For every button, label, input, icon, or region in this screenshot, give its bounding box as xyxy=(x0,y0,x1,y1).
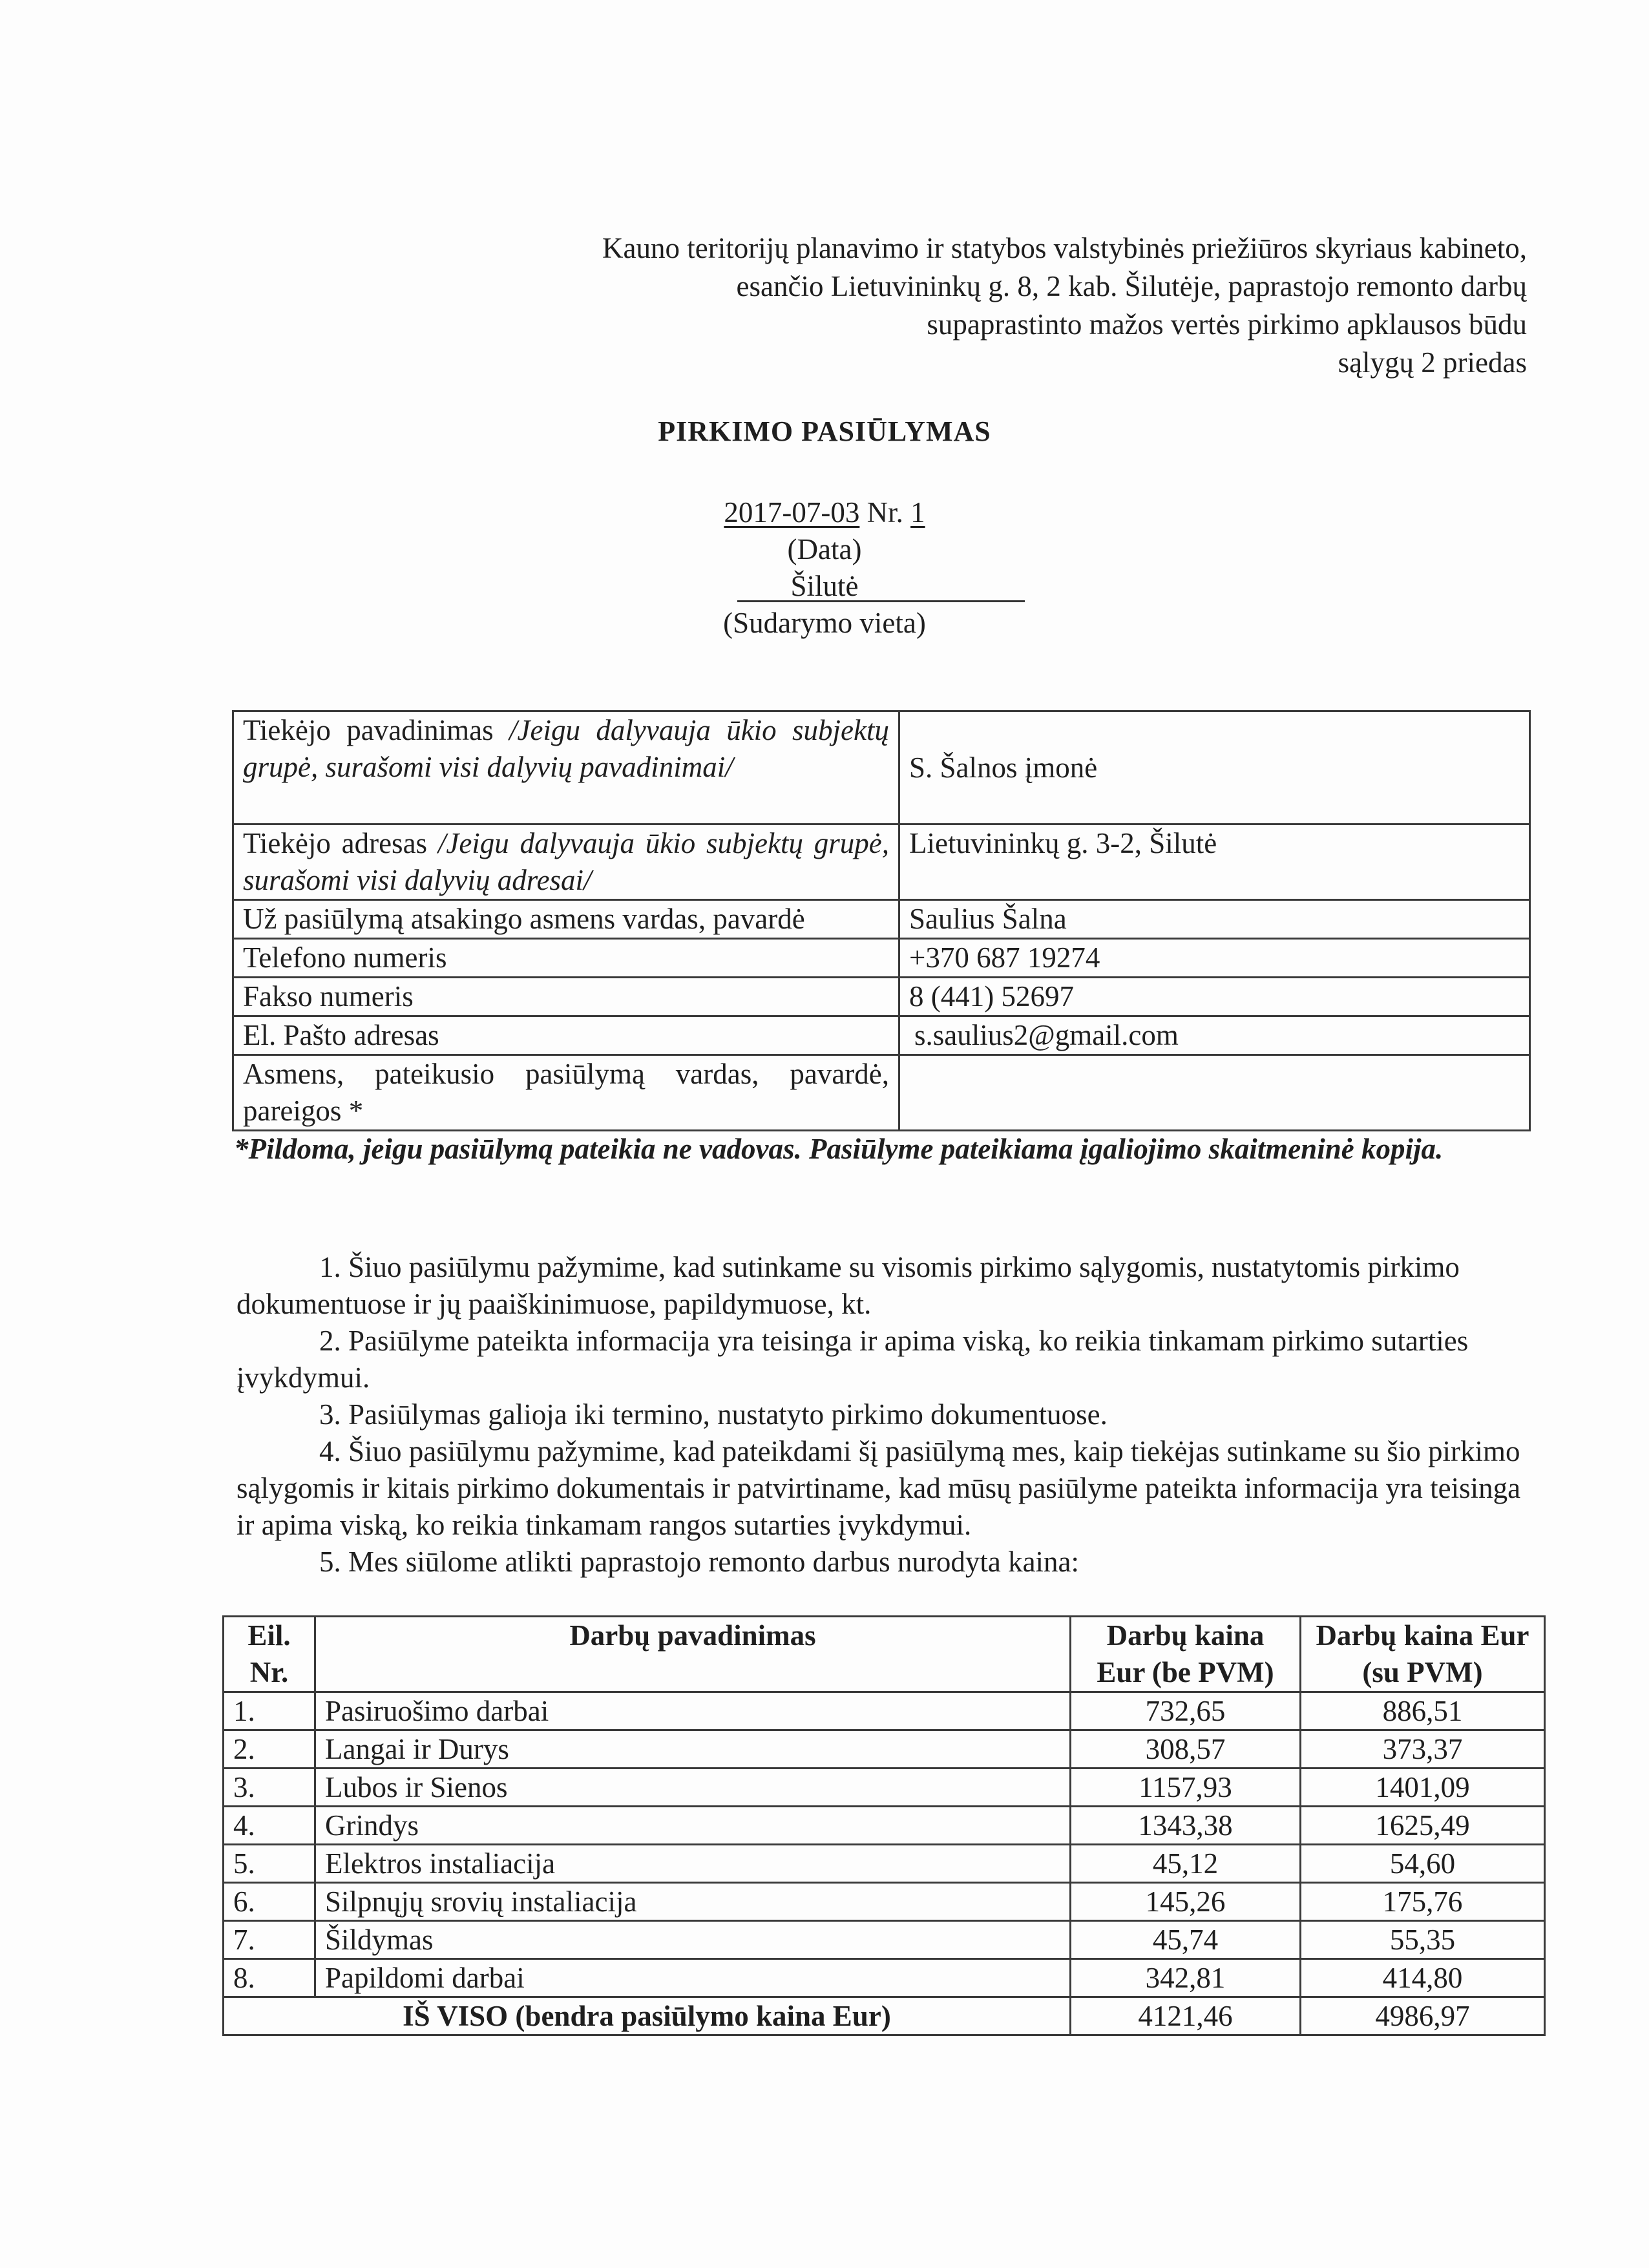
statement-2: 2. Pasiūlyme pateikta informacija yra teisinga ir apima viską, ko reikia tinkamam pirkimo sutarties įvykdymui. xyxy=(236,1325,1469,1394)
email-label: El. Pašto adresas xyxy=(233,1016,899,1055)
table-row xyxy=(224,1730,1545,1769)
row-price-inc-vat: 175,76 xyxy=(1301,1883,1545,1921)
row-nr: 1. xyxy=(224,1692,315,1730)
table-row xyxy=(224,1807,1545,1845)
table-row xyxy=(224,1959,1545,1997)
row-nr: 4. xyxy=(224,1807,315,1845)
row-nr: 3. xyxy=(224,1769,315,1807)
table-row xyxy=(233,824,1530,900)
row-name: Langai ir Durys xyxy=(315,1730,1071,1769)
row-name: Lubos ir Sienos xyxy=(315,1769,1071,1807)
row-price-inc-vat: 1625,49 xyxy=(1301,1807,1545,1845)
place-caption: (Sudarymo vieta) xyxy=(723,607,926,639)
row-price-inc-vat: 55,35 xyxy=(1301,1921,1545,1959)
table-row xyxy=(233,1016,1530,1055)
supplier-address-value: Lietuvininkų g. 3-2, Šilutė xyxy=(899,824,1530,900)
document-date: 2017-07-03 xyxy=(724,496,860,529)
statement-4: 4. Šiuo pasiūlymu pažymime, kad pateikdami šį pasiūlymą mes, kaip tiekėjas sutinkame su šio pirkimo sąlygomis ir kitais pirkimo dokumentais ir patvirtiname, kad mūsų pasiūlyme pateikta informacija yra teisinga ir apima viską, ko reikia tinkamam rangos sutarties įvykdymui. xyxy=(236,1435,1521,1541)
footnote: *Pildoma, jeigu pasiūlymą pateikia ne vadovas. Pasiūlyme pateikiama įgaliojimo skaitmeninė kopija. xyxy=(234,1133,1444,1165)
table-row xyxy=(224,1692,1545,1730)
document-number: 1 xyxy=(910,496,925,529)
col-header-name: Darbų pavadinimas xyxy=(315,1617,1071,1692)
row-name: Grindys xyxy=(315,1807,1071,1845)
table-row xyxy=(233,1055,1530,1131)
total-label: IŠ VISO (bendra pasiūlymo kaina Eur) xyxy=(224,1997,1071,2035)
document-title: PIRKIMO PASIŪLYMAS xyxy=(658,415,991,447)
number-label: Nr. xyxy=(867,496,903,529)
fax-label: Fakso numeris xyxy=(233,978,899,1016)
table-row xyxy=(224,1769,1545,1807)
header-line-3: supaprastinto mažos vertės pirkimo apklausos būdu xyxy=(927,308,1527,341)
row-price-ex-vat: 45,74 xyxy=(1071,1921,1301,1959)
row-price-inc-vat: 886,51 xyxy=(1301,1692,1545,1730)
table-row xyxy=(224,1845,1545,1883)
phone-value: +370 687 19274 xyxy=(899,939,1530,978)
row-name: Šildymas xyxy=(315,1921,1071,1959)
table-row xyxy=(233,978,1530,1016)
row-nr: 8. xyxy=(224,1959,315,1997)
statement-3: 3. Pasiūlymas galioja iki termino, nustatyto pirkimo dokumentuose. xyxy=(319,1398,1108,1431)
supplier-name-label: Tiekėjo pavadinimas /Jeigu dalyvauja ūkio subjektų grupė, surašomi visi dalyvių pavadinimai/ xyxy=(233,711,899,824)
supplier-name-value: S. Šalnos įmonė xyxy=(899,711,1530,824)
phone-label: Telefono numeris xyxy=(233,939,899,978)
col-header-price-ex-vat: Darbų kaina Eur (be PVM) xyxy=(1071,1617,1301,1692)
statement-1: 1. Šiuo pasiūlymu pažymime, kad sutinkame su visomis pirkimo sąlygomis, nustatytomis pirkimo dokumentuose ir jų paaiškinimuose, papildymuose, kt. xyxy=(236,1251,1460,1320)
row-price-inc-vat: 54,60 xyxy=(1301,1845,1545,1883)
responsible-person-label: Už pasiūlymą atsakingo asmens vardas, pavardė xyxy=(233,900,899,939)
header-line-4: sąlygų 2 priedas xyxy=(1338,346,1527,379)
date-number-line xyxy=(0,494,1649,531)
table-row xyxy=(224,1883,1545,1921)
header-line-2: esančio Lietuvininkų g. 8, 2 kab. Šilutėje, paprastojo remonto darbų xyxy=(736,270,1527,302)
row-price-ex-vat: 732,65 xyxy=(1071,1692,1301,1730)
table-header-row xyxy=(224,1617,1545,1692)
total-price-inc-vat: 4986,97 xyxy=(1301,1997,1545,2035)
submitter-value xyxy=(899,1055,1530,1131)
row-price-inc-vat: 1401,09 xyxy=(1301,1769,1545,1807)
table-row xyxy=(233,939,1530,978)
place-underline xyxy=(737,600,1025,602)
date-caption: (Data) xyxy=(787,533,862,565)
price-table xyxy=(222,1615,1546,2036)
row-name: Papildomi darbai xyxy=(315,1959,1071,1997)
row-price-ex-vat: 308,57 xyxy=(1071,1730,1301,1769)
row-name: Silpnųjų srovių instaliacija xyxy=(315,1883,1071,1921)
row-nr: 5. xyxy=(224,1845,315,1883)
supplier-address-label: Tiekėjo adresas /Jeigu dalyvauja ūkio subjektų grupė, surašomi visi dalyvių adresai/ xyxy=(233,824,899,900)
row-price-ex-vat: 145,26 xyxy=(1071,1883,1301,1921)
fax-value: 8 (441) 52697 xyxy=(899,978,1530,1016)
row-price-ex-vat: 1157,93 xyxy=(1071,1769,1301,1807)
supplier-info-table xyxy=(232,710,1531,1131)
header-line-1: Kauno teritorijų planavimo ir statybos valstybinės priežiūros skyriaus kabineto, xyxy=(602,232,1527,264)
row-nr: 7. xyxy=(224,1921,315,1959)
table-row xyxy=(233,900,1530,939)
row-nr: 6. xyxy=(224,1883,315,1921)
total-row xyxy=(224,1997,1545,2035)
row-price-inc-vat: 373,37 xyxy=(1301,1730,1545,1769)
place: Šilutė xyxy=(790,570,859,602)
row-price-ex-vat: 1343,38 xyxy=(1071,1807,1301,1845)
email-value: s.saulius2@gmail.com xyxy=(899,1016,1530,1055)
table-row xyxy=(233,711,1530,824)
row-price-ex-vat: 45,12 xyxy=(1071,1845,1301,1883)
table-row xyxy=(224,1921,1545,1959)
row-price-inc-vat: 414,80 xyxy=(1301,1959,1545,1997)
responsible-person-value: Saulius Šalna xyxy=(899,900,1530,939)
col-header-price-inc-vat: Darbų kaina Eur (su PVM) xyxy=(1301,1617,1545,1692)
row-price-ex-vat: 342,81 xyxy=(1071,1959,1301,1997)
col-header-nr: Eil. Nr. xyxy=(224,1617,315,1692)
row-name: Pasiruošimo darbai xyxy=(315,1692,1071,1730)
submitter-label: Asmens, pateikusio pasiūlymą vardas, pavardė, pareigos * xyxy=(233,1055,899,1131)
total-price-ex-vat: 4121,46 xyxy=(1071,1997,1301,2035)
statement-5: 5. Mes siūlome atlikti paprastojo remonto darbus nurodyta kaina: xyxy=(319,1546,1080,1578)
row-nr: 2. xyxy=(224,1730,315,1769)
row-name: Elektros instaliacija xyxy=(315,1845,1071,1883)
